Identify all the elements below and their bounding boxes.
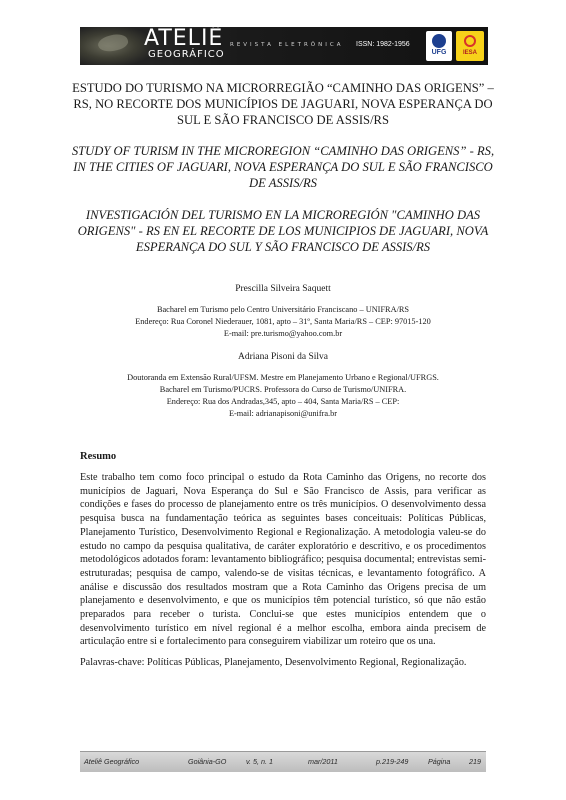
iesa-emblem-icon (464, 35, 476, 47)
footer-page-number: 219 (469, 757, 481, 766)
footer-city: Goiânia-GO (188, 757, 227, 766)
footer-journal: Ateliê Geográfico (84, 757, 140, 766)
ufg-logo (426, 31, 452, 61)
author-affiliation: Doutoranda em Extensão Rural/UFSM. Mestre em Planejamento Urbano e Regional/UFRGS. (127, 373, 439, 382)
author-email: E-mail: adrianapisoni@unifra.br (228, 409, 338, 418)
journal-logo-title: ATELIÊ (144, 27, 224, 51)
author-address: Endereço: Rua dos Andradas,345, apto – 404, Santa Maria/RS – CEP: (166, 397, 400, 406)
ufg-emblem-icon (432, 34, 446, 48)
earth-image (80, 27, 150, 65)
abstract-heading: Resumo (80, 451, 117, 462)
issn-label: ISSN: 1982-1956 (356, 41, 410, 48)
iesa-logo (456, 31, 484, 61)
footer-date: mar/2011 (308, 757, 338, 766)
page-footer (80, 751, 486, 772)
author-address: Endereço: Rua Coronel Niederauer, 1081, apto – 31º, Santa Maria/RS – CEP: 97015-120 (135, 317, 431, 326)
journal-logo-subtitle: GEOGRÁFICO (148, 49, 225, 60)
iesa-logo-text: IESA (462, 50, 477, 56)
abstract-text: Este trabalho tem como foco principal o estudo da Rota Caminho das Origens, no recorte dos municípios de Jaguari, Nova Esperança do Sul e São Francisco de Assis, para verificar as condições e fases do processo de planejamento entre os três municípios. O desenvolvimento dessa pesquisa busca na fundamentação teórica as seguintes bases conceituais: Políticas Públicas, Planejamento Turístico, Desenvolvimento Regional e Regionalização. A metodologia valeu-se do estudo no campo da pesquisa qualitativa, de caráter exploratório e descritivo, e os procedimentos metodológicos adotados foram: levantamento bibliográfico; pesquisa documental; entrevistas semi-estruturadas; pesquisa de campo, valendo-se de visitas técnicas, e levantamento fotográfico. A análise e discussão dos resultados mostram que a Rota Caminho das Origens precisa de um planejamento e desenvolvimento, e que os municípios têm potencial turístico, só que não estão preparados para receber o turista. Conclui-se que estes municípios entendem que o desenvolvimento turístico em nível regional é a melhor escolha, embora ainda precisem de articulação entre si e fortalecimento para conseguirem viabilizar um roteiro que os una. (80, 472, 486, 648)
footer-pages: p.219-249 (376, 757, 409, 766)
footer-page-label: Página (428, 757, 451, 766)
author-affiliation: Bacharel em Turismo/PUCRS. Professora do Curso de Turismo/UNIFRA. (159, 385, 407, 394)
title-spanish: INVESTIGACIÓN DEL TURISMO EN LA MICROREGIÓN "CAMINHO DAS ORIGENS" - RS EN EL RECORTE DE LOS MUNICIPIOS DE JAGUARI, NOVA ESPERANÇA DO SUL Y SÃO FRANCISCO DE ASSIS/RS (77, 208, 489, 254)
ufg-logo-text: UFG (431, 49, 447, 56)
author-email: E-mail: pre.turismo@yahoo.com.br (223, 329, 343, 338)
author-name: Prescilla Silveira Saquett (235, 284, 331, 294)
footer-volume: v. 5, n. 1 (246, 757, 274, 766)
author-affiliation: Bacharel em Turismo pelo Centro Universitário Franciscano – UNIFRA/RS (156, 305, 410, 314)
title-portuguese: ESTUDO DO TURISMO NA MICRORREGIÃO “CAMINHO DAS ORIGENS” – RS, NO RECORTE DOS MUNICÍPIOS DE JAGUARI, NOVA ESPERANÇA DO SUL E SÃO FRANCISCO DE ASSIS/RS (72, 81, 494, 127)
author-name: Adriana Pisoni da Silva (238, 352, 328, 362)
journal-tagline: REVISTA ELETRÔNICA (230, 42, 344, 48)
keywords: Palavras-chave: Políticas Públicas, Planejamento, Desenvolvimento Regional, Regionalização. (80, 657, 467, 668)
journal-header (80, 27, 488, 65)
title-english: STUDY OF TURISM IN THE MICROREGION “CAMINHO DAS ORIGENS” - RS, IN THE CITIES OF JAGUARI, NOVA ESPERANÇA DO SUL E SÃO FRANCISCO DE ASSIS/RS (71, 144, 495, 190)
